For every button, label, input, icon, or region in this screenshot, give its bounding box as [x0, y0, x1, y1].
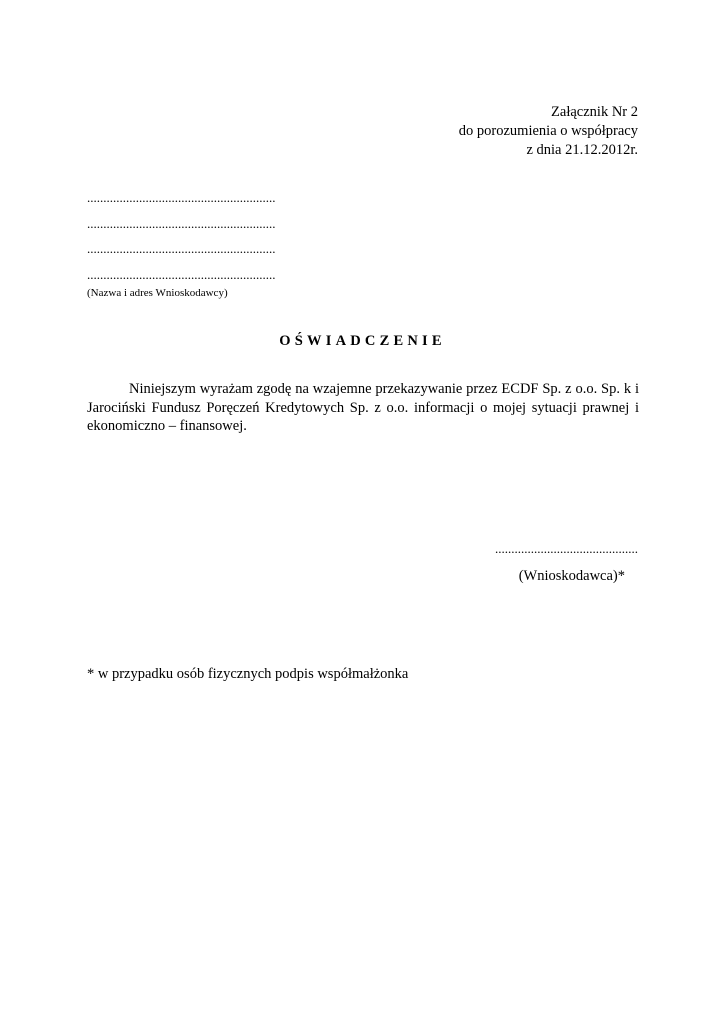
annex-number: Załącznik Nr 2: [551, 104, 638, 120]
signature-block: [495, 542, 638, 585]
applicant-block: [87, 191, 276, 299]
footnote: * w przypadku osób fizycznych podpis współmałżonka: [87, 666, 409, 682]
annex-header: [459, 103, 638, 160]
applicant-dot-line: ..........................................................: [87, 241, 276, 256]
document-title: OŚWIADCZENIE: [279, 333, 446, 349]
declaration-text: Niniejszym wyrażam zgodę na wzajemne przekazywanie przez ECDF Sp. z o.o. Sp. k i Jarociński Fundusz Poręczeń Kredytowych Sp. z o.o. informacji o mojej sytuacji prawnej i ekonomiczno – finansowej.: [87, 381, 639, 434]
annex-agreement: do porozumienia o współpracy: [458, 123, 638, 139]
applicant-caption: (Nazwa i adres Wnioskodawcy): [87, 287, 228, 299]
signature-dots: ............................................: [495, 541, 638, 556]
signature-label: (Wnioskodawca)*: [518, 568, 625, 584]
applicant-dot-line: ..........................................................: [87, 266, 276, 282]
applicant-dot-line: ..........................................................: [87, 215, 276, 231]
applicant-dot-line: ..........................................................: [87, 190, 276, 205]
annex-date: z dnia 21.12.2012r.: [526, 142, 638, 158]
